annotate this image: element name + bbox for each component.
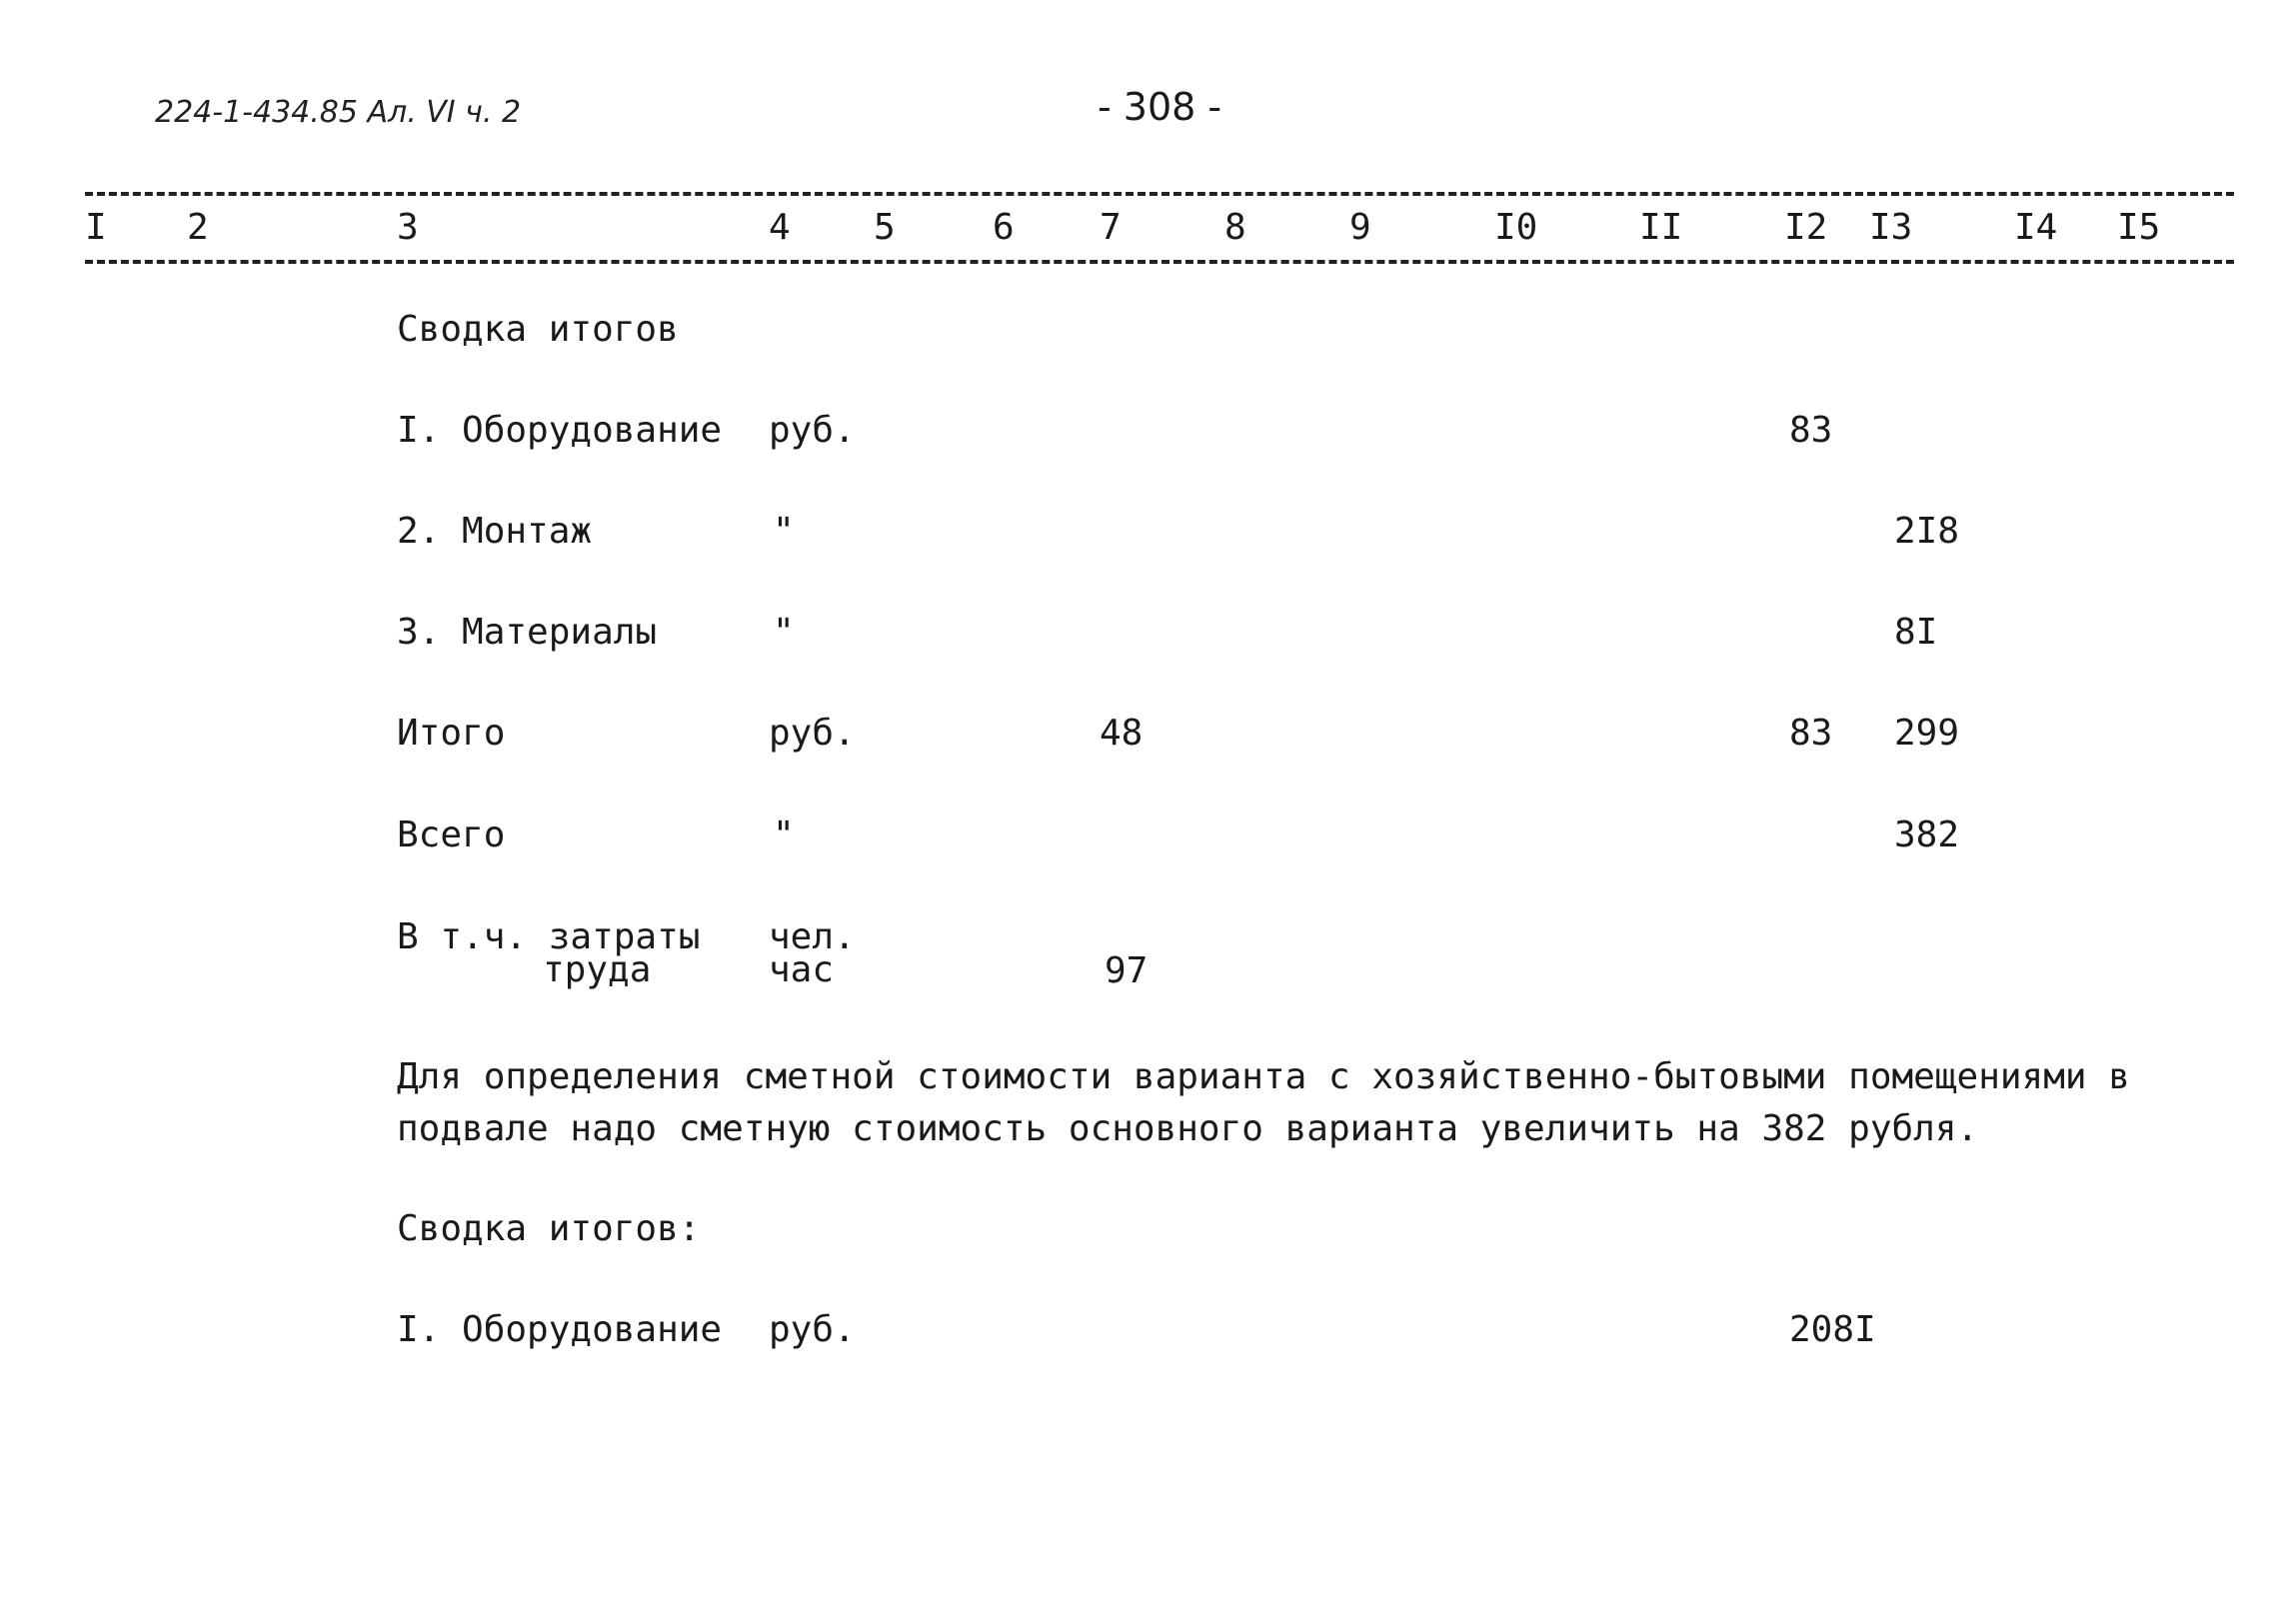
column-number: 3 [397, 207, 419, 248]
column-number: I5 [2117, 207, 2161, 248]
row-col13: 2I8 [1894, 511, 1960, 552]
summary-title: Сводка итогов: [397, 1208, 701, 1249]
summary-title: Сводка итогов [397, 309, 679, 350]
column-number: I4 [2014, 207, 2058, 248]
document-code: 224-1-434.85 Ал. VI ч. 2 [155, 95, 522, 130]
row-col12: 83 [1789, 713, 1833, 754]
row-label: 3. Материалы [397, 612, 658, 653]
note-paragraph [397, 1051, 2196, 1155]
row-col7: 48 [1100, 713, 1143, 754]
row-unit: руб. [769, 1309, 856, 1350]
row-label: I. Оборудование [397, 1309, 723, 1350]
row-col13: 8I [1894, 612, 1938, 653]
column-number: I0 [1494, 207, 1538, 248]
row-unit: " [773, 814, 795, 855]
column-number: 6 [993, 207, 1015, 248]
header-rule-bottom [85, 260, 2234, 264]
column-number: 9 [1349, 207, 1371, 248]
column-number: 7 [1100, 207, 1122, 248]
header-rule-top [85, 192, 2234, 196]
column-number: 8 [1224, 207, 1246, 248]
column-number: 4 [769, 207, 791, 248]
labor-unit-line2: час [769, 949, 835, 990]
row-col13: 299 [1894, 713, 1960, 754]
row-label: 2. Монтаж [397, 511, 593, 552]
column-number: 5 [874, 207, 896, 248]
labor-col7: 97 [1105, 950, 1148, 991]
labor-label-line1: В т.ч. затраты [397, 916, 701, 957]
column-number: I [85, 207, 107, 248]
column-number: 2 [187, 207, 209, 248]
row-unit: руб. [769, 410, 856, 451]
row-col12: 83 [1789, 410, 1833, 451]
row-label: I. Оборудование [397, 410, 723, 451]
labor-unit-line1: чел. [769, 916, 856, 957]
row-col12: 208I [1789, 1309, 1876, 1350]
note-line: подвале надо сметную стоимость основного варианта увеличить на 382 рубля. [397, 1108, 1979, 1149]
row-unit: " [773, 511, 795, 552]
row-unit: " [773, 612, 795, 653]
row-label: Итого [397, 713, 506, 754]
labor-label-line2: труда [543, 949, 652, 990]
note-line: Для определения сметной стоимости варианта с хозяйственно-бытовыми помещениями в [397, 1056, 2130, 1097]
page-number: - 308 - [1098, 85, 1222, 129]
row-col13: 382 [1894, 814, 1960, 855]
column-number: I2 [1784, 207, 1828, 248]
row-unit: руб. [769, 713, 856, 754]
column-number: I3 [1869, 207, 1913, 248]
column-number: II [1639, 207, 1683, 248]
row-label: Всего [397, 814, 506, 855]
